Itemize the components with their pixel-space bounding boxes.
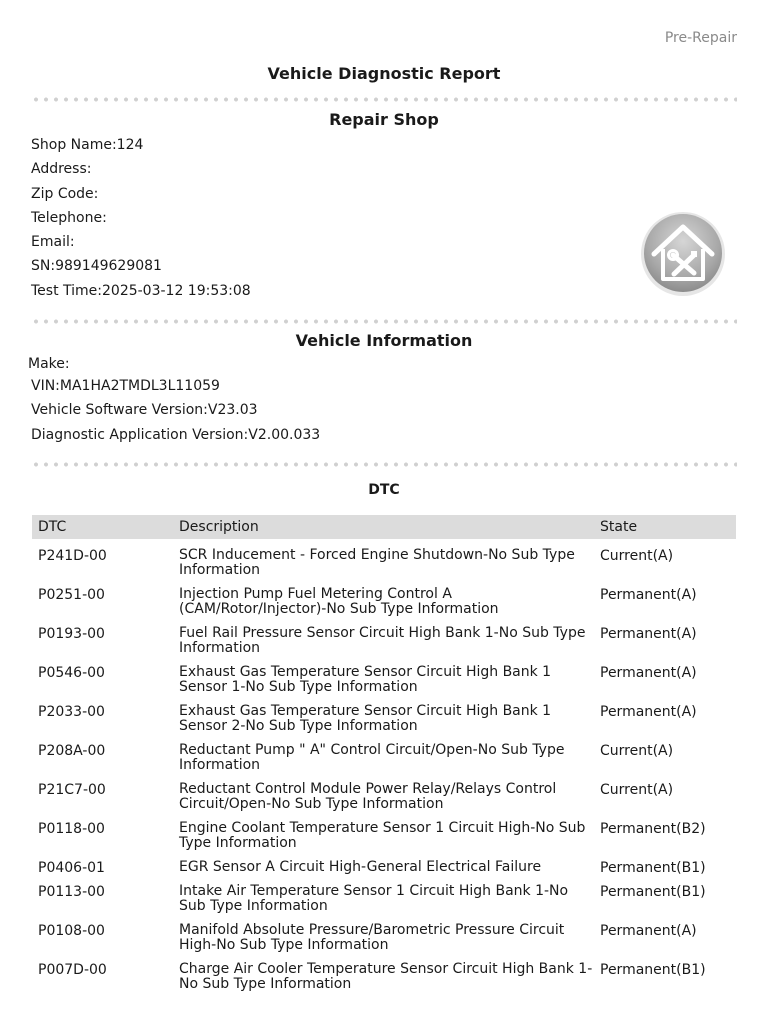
dtc-code: P21C7-00 bbox=[38, 782, 106, 798]
dtc-description: Intake Air Temperature Sensor 1 Circuit High Bank 1-No Sub Type Information bbox=[179, 883, 569, 914]
dtc-state: Permanent(A) bbox=[600, 665, 697, 681]
dtc-code: P241D-00 bbox=[38, 548, 107, 564]
dtc-description: Reductant Pump " A" Control Circuit/Open-No Sub Type Information bbox=[179, 742, 565, 773]
dtc-state: Current(A) bbox=[600, 548, 674, 564]
dtc-description: Exhaust Gas Temperature Sensor Circuit High Bank 1 Sensor 1-No Sub Type Information bbox=[179, 664, 552, 695]
table-row bbox=[32, 626, 736, 665]
table-row bbox=[32, 860, 736, 884]
dtc-state: Permanent(B2) bbox=[600, 821, 706, 837]
dtc-description: Exhaust Gas Temperature Sensor Circuit High Bank 1 Sensor 2-No Sub Type Information bbox=[179, 703, 552, 734]
vehicle-vin: VIN:MA1HA2TMDL3L11059 bbox=[31, 378, 220, 394]
report-stage-label: Pre-Repair bbox=[664, 30, 737, 46]
dtc-state: Permanent(B1) bbox=[600, 884, 706, 900]
dtc-state: Current(A) bbox=[600, 782, 674, 798]
dtc-description: Charge Air Cooler Temperature Sensor Circuit High Bank 1-No Sub Type Information bbox=[179, 961, 593, 992]
vehicle-information-heading: Vehicle Information bbox=[295, 331, 473, 350]
table-row bbox=[32, 821, 736, 860]
dtc-code: P0118-00 bbox=[38, 821, 105, 837]
dtc-state: Permanent(A) bbox=[600, 704, 697, 720]
shop-zip-code: Zip Code: bbox=[31, 185, 99, 202]
shop-address: Address: bbox=[31, 161, 92, 178]
repair-shop-details bbox=[31, 133, 251, 303]
vehicle-details bbox=[31, 374, 320, 447]
description-column-header: Description bbox=[179, 519, 259, 535]
state-column-header: State bbox=[600, 519, 638, 535]
dtc-description: Reductant Control Module Power Relay/Relays Control Circuit/Open-No Sub Type Information bbox=[179, 781, 557, 812]
repair-shop-heading: Repair Shop bbox=[329, 110, 439, 129]
dtc-code: P0193-00 bbox=[38, 626, 105, 642]
report-title: Vehicle Diagnostic Report bbox=[267, 64, 501, 83]
dtc-description: Fuel Rail Pressure Sensor Circuit High Bank 1-No Sub Type Information bbox=[179, 625, 586, 656]
dtc-state: Permanent(B1) bbox=[600, 860, 706, 876]
shop-telephone: Telephone: bbox=[31, 209, 107, 226]
dotted-divider bbox=[31, 462, 737, 467]
dtc-description: Manifold Absolute Pressure/Barometric Pressure Circuit High-No Sub Type Information bbox=[179, 922, 565, 953]
vehicle-make bbox=[28, 352, 70, 376]
table-row bbox=[32, 704, 736, 743]
dtc-state: Permanent(A) bbox=[600, 587, 697, 603]
dotted-divider bbox=[31, 97, 737, 102]
device-serial-number: SN:989149629081 bbox=[31, 258, 162, 275]
dtc-code: P007D-00 bbox=[38, 962, 107, 978]
dtc-table-header bbox=[32, 515, 736, 539]
shop-email: Email: bbox=[31, 234, 75, 251]
dtc-table-body bbox=[32, 548, 736, 1001]
dotted-divider bbox=[31, 319, 737, 324]
dtc-code: P0251-00 bbox=[38, 587, 105, 603]
dtc-code: P2033-00 bbox=[38, 704, 105, 720]
dtc-code: P0406-01 bbox=[38, 860, 105, 876]
table-row bbox=[32, 923, 736, 962]
diagnostic-app-version: Diagnostic Application Version:V2.00.033 bbox=[31, 426, 321, 443]
dtc-description: Engine Coolant Temperature Sensor 1 Circuit High-No Sub Type Information bbox=[179, 820, 586, 851]
dtc-state: Permanent(A) bbox=[600, 923, 697, 939]
table-row bbox=[32, 743, 736, 782]
dtc-code: P0546-00 bbox=[38, 665, 105, 681]
repair-shop-house-icon bbox=[636, 209, 730, 297]
vehicle-make-label: Make: bbox=[28, 356, 70, 372]
test-time: Test Time:2025-03-12 19:53:08 bbox=[31, 282, 251, 299]
dtc-description: EGR Sensor A Circuit High-General Electrical Failure bbox=[179, 859, 542, 875]
table-row bbox=[32, 884, 736, 923]
table-row bbox=[32, 665, 736, 704]
dtc-state: Current(A) bbox=[600, 743, 674, 759]
table-row bbox=[32, 782, 736, 821]
dtc-code: P0113-00 bbox=[38, 884, 105, 900]
table-row bbox=[32, 548, 736, 587]
dtc-column-header: DTC bbox=[38, 519, 67, 535]
table-row bbox=[32, 587, 736, 626]
table-row bbox=[32, 962, 736, 1001]
dtc-heading: DTC bbox=[368, 482, 400, 498]
dtc-state: Permanent(B1) bbox=[600, 962, 706, 978]
dtc-description: Injection Pump Fuel Metering Control A (CAM/Rotor/Injector)-No Sub Type Information bbox=[179, 586, 499, 617]
dtc-description: SCR Inducement - Forced Engine Shutdown-No Sub Type Information bbox=[179, 547, 575, 578]
dtc-state: Permanent(A) bbox=[600, 626, 697, 642]
dtc-code: P208A-00 bbox=[38, 743, 106, 759]
vehicle-software-version: Vehicle Software Version:V23.03 bbox=[31, 402, 258, 419]
dtc-code: P0108-00 bbox=[38, 923, 105, 939]
shop-name: Shop Name:124 bbox=[31, 137, 144, 153]
